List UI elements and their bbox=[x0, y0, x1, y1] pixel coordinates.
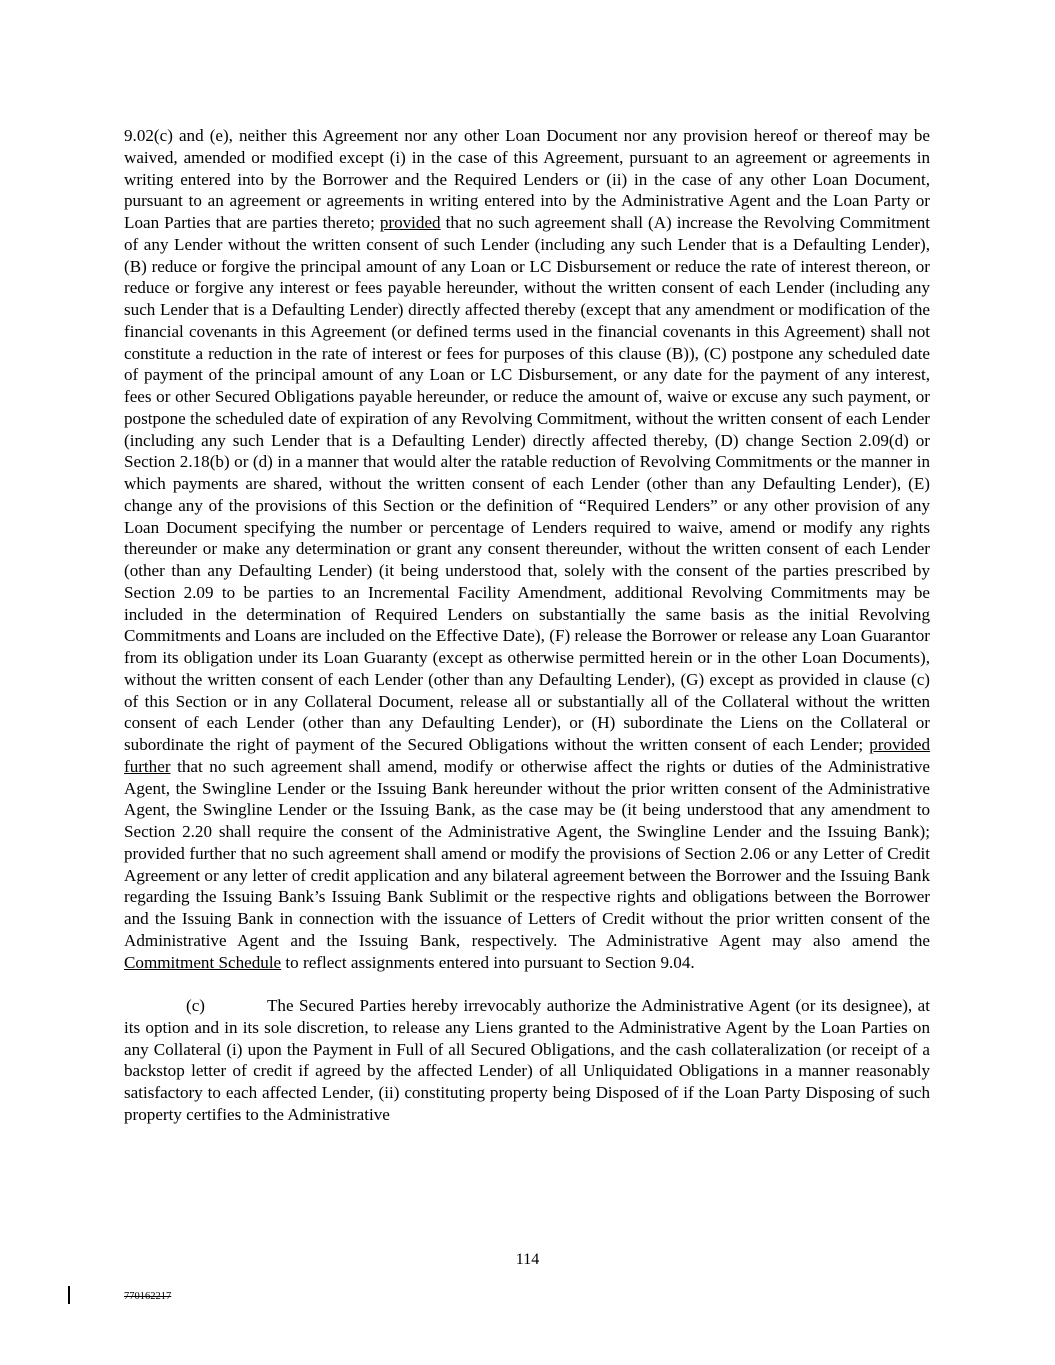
text-run: The Secured Parties hereby irrevocably authorize the Administrative Agent (or its designee), at its option and in its sole discretion, to release any Liens granted to the Administrative Agent by the Loan Parties on any Collateral (i) upon the Payment in Full of all Secured Obligations, and the cash collateralization (or receipt of a backstop letter of credit if agreed by the affected Lender) of all Unliquidated Obligations in a manner reasonably satisfactory to each affected Lender, (ii) constituting property being Disposed of if the Loan Party Disposing of such property certifies to the Administrative bbox=[124, 996, 930, 1124]
revision-change-bar bbox=[68, 1286, 70, 1304]
provided-term: provided bbox=[379, 213, 441, 232]
paragraph-amendments bbox=[124, 125, 930, 973]
provided-term: provided bbox=[869, 735, 930, 754]
page-number: 114 bbox=[515, 1251, 540, 1268]
further-term: further bbox=[124, 756, 171, 776]
clause-label: (c) bbox=[186, 996, 205, 1015]
text-run: 9.02(c) and (e), neither this Agreement nor any other Loan Document nor any provision hereof or thereof may be waived, amended or modified except (i) in the case of this Agreement, pursuant to an agreement or agreements in writing entered into by the Borrower and the Required Lenders or (ii) in the case of any other Loan Document, pursuant to an agreement or agreements in writing entered into by the Administrative Agent and the Loan Party or Loan Parties that are parties thereto; bbox=[124, 126, 930, 232]
paragraph-c-lien-release bbox=[124, 995, 930, 1126]
document-id: 770162217 bbox=[124, 1291, 172, 1302]
text-run: that no such agreement shall (A) increase the Revolving Commitment of any Lender without the written consent of such Lender (including any such Lender that is a Defaulting Lender), (B) reduce or forgive the principal amount of any Loan or LC Disbursement or reduce the rate of interest thereon, or reduce or forgive any interest or fees payable hereunder, without the written consent of each Lender (including any such Lender that is a Defaulting Lender) directly affected thereby (except that any amendment or modification of the financial covenants in this Agreement (or defined terms used in the financial covenants in this Agreement) shall not constitute a reduction in the rate of interest or fees for purposes of this clause (B)), (C) postpone any scheduled date of payment of the principal amount of any Loan or LC Disbursement, or any date for the payment of any interest, fees or other Secured Obligations payable hereunder, or reduce the amount of, waive or excuse any such payment, or postpone the scheduled date of expiration of any Revolving Commitment, without the written consent of each Lender (including any such Lender that is a Defaulting Lender) directly affected thereby, (D) change Section 2.09(d) or Section 2.18(b) or (d) in a manner that would alter the ratable reduction of Revolving Commitments or the manner in which payments are shared, without the written consent of each Lender (other than any Defaulting Lender), (E) change any of the provisions of this Section or the definition of “Required Lenders” or any other provision of any Loan Document specifying the number or percentage of Lenders required to waive, amend or modify any rights thereunder or make any determination or grant any consent thereunder, without the written consent of each Lender (other than any Defaulting Lender) (it being understood that, solely with the consent of the parties prescribed by Section 2.09 to be parties to an Incremental Facility Amendment, additional Revolving Commitments may be included in the determination of Required Lenders on substantially the same basis as the initial Revolving Commitments and Loans are included on the Effective Date), (F) release the Borrower or release any Loan Guarantor from its obligation under its Loan Guaranty (except as otherwise permitted herein or in the other Loan Documents), without the written consent of each Lender (other than any Defaulting Lender), (G) except as provided in clause (c) of this Section or in any Collateral Document, release all or substantially all of the Collateral without the written consent of each Lender (other than any Defaulting Lender), or (H) subordinate the Liens on the Collateral or subordinate the right of payment of the Secured Obligations without the written consent of each Lender; bbox=[124, 213, 930, 754]
text-run: that no such agreement shall amend, modify or otherwise affect the rights or duties of the Administrative Agent, the Swingline Lender or the Issuing Bank hereunder without the prior written consent of the Administrative Agent, the Swingline Lender or the Issuing Bank, as the case may be (it being understood that any amendment to Section 2.20 shall require the consent of the Administrative Agent, the Swingline Lender and the Issuing Bank); provided further that no such agreement shall amend or modify the provisions of Section 2.06 or any Letter of Credit Agreement or any letter of credit application and any bilateral agreement between the Borrower and the Issuing Bank regarding the Issuing Bank’s Issuing Bank Sublimit or the respective rights and obligations between the Borrower and the Issuing Bank in connection with the issuance of Letters of Credit without the prior written consent of the Administrative Agent and the Issuing Bank, respectively. The Administrative Agent may also amend the bbox=[124, 756, 930, 950]
text-run: to reflect assignments entered into pursuant to Section 9.04. bbox=[281, 952, 695, 972]
document-body bbox=[124, 125, 930, 1126]
commitment-schedule-term: Commitment Schedule bbox=[124, 952, 282, 972]
